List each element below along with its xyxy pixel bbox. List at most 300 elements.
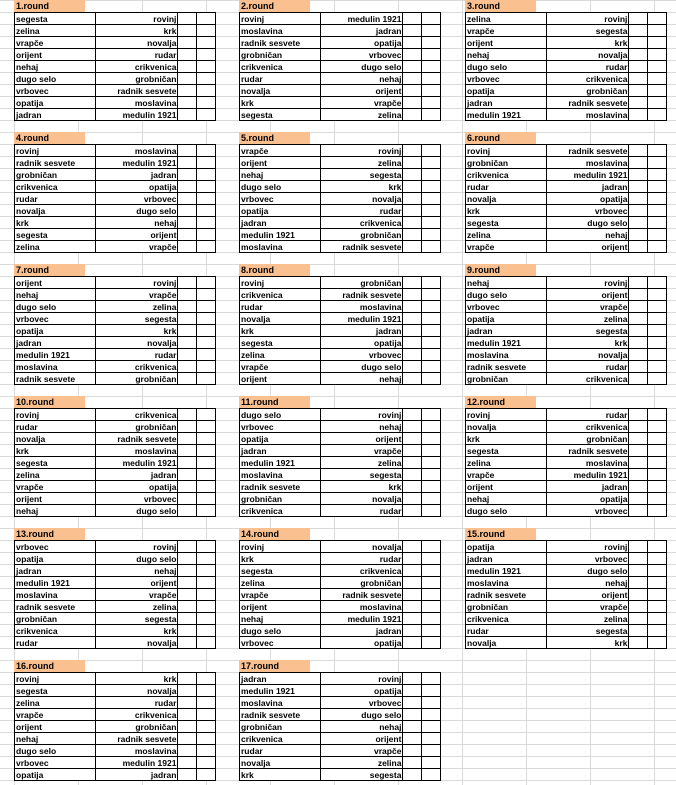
home-score-cell[interactable]	[178, 145, 197, 157]
away-score-cell[interactable]	[648, 541, 667, 553]
away-team-cell[interactable]: grobničan	[95, 421, 178, 433]
away-score-cell[interactable]	[422, 217, 441, 229]
away-team-cell[interactable]: vrapče	[95, 241, 178, 253]
home-score-cell[interactable]	[629, 565, 648, 577]
home-team-cell[interactable]: zelina	[15, 469, 96, 481]
away-score-cell[interactable]	[197, 469, 216, 481]
round-title-cell[interactable]: 3.round	[465, 0, 536, 12]
home-score-cell[interactable]	[629, 493, 648, 505]
home-team-cell[interactable]: zelina	[15, 697, 96, 709]
away-team-cell[interactable]: orijent	[320, 733, 403, 745]
away-team-cell[interactable]: novalja	[320, 493, 403, 505]
home-score-cell[interactable]	[178, 301, 197, 313]
away-team-cell[interactable]: krk	[320, 181, 403, 193]
round-title-cell[interactable]: 8.round	[239, 264, 310, 276]
home-score-cell[interactable]	[629, 625, 648, 637]
home-score-cell[interactable]	[403, 169, 422, 181]
away-team-cell[interactable]: rudar	[95, 697, 178, 709]
round-title-cell[interactable]: 16.round	[14, 660, 85, 672]
home-team-cell[interactable]: medulin 1921	[466, 565, 547, 577]
home-team-cell[interactable]: novalja	[240, 85, 321, 97]
home-team-cell[interactable]: opatija	[466, 541, 547, 553]
away-team-cell[interactable]: nehaj	[546, 577, 629, 589]
away-score-cell[interactable]	[197, 709, 216, 721]
away-score-cell[interactable]	[422, 469, 441, 481]
home-team-cell[interactable]: krk	[240, 553, 321, 565]
home-team-cell[interactable]: grobničan	[466, 601, 547, 613]
home-team-cell[interactable]: radnik sesvete	[240, 709, 321, 721]
away-score-cell[interactable]	[197, 169, 216, 181]
home-score-cell[interactable]	[178, 625, 197, 637]
away-score-cell[interactable]	[648, 553, 667, 565]
away-score-cell[interactable]	[648, 469, 667, 481]
home-score-cell[interactable]	[403, 469, 422, 481]
home-team-cell[interactable]: novalja	[240, 313, 321, 325]
away-score-cell[interactable]	[422, 205, 441, 217]
home-team-cell[interactable]: segesta	[15, 457, 96, 469]
home-score-cell[interactable]	[629, 109, 648, 121]
home-score-cell[interactable]	[403, 709, 422, 721]
away-team-cell[interactable]: vrapče	[95, 289, 178, 301]
away-team-cell[interactable]: dugo selo	[95, 553, 178, 565]
away-score-cell[interactable]	[648, 481, 667, 493]
away-team-cell[interactable]: vrbovec	[546, 205, 629, 217]
home-score-cell[interactable]	[178, 373, 197, 385]
away-score-cell[interactable]	[422, 721, 441, 733]
away-score-cell[interactable]	[422, 157, 441, 169]
home-team-cell[interactable]: medulin 1921	[240, 685, 321, 697]
home-team-cell[interactable]: dugo selo	[466, 61, 547, 73]
home-score-cell[interactable]	[629, 481, 648, 493]
away-score-cell[interactable]	[197, 85, 216, 97]
away-team-cell[interactable]: radnik sesvete	[546, 145, 629, 157]
home-team-cell[interactable]: crikvenica	[15, 181, 96, 193]
home-team-cell[interactable]: grobničan	[466, 373, 547, 385]
home-team-cell[interactable]: moslavina	[240, 25, 321, 37]
home-team-cell[interactable]: radnik sesvete	[15, 601, 96, 613]
home-team-cell[interactable]: vrapče	[15, 709, 96, 721]
home-team-cell[interactable]: radnik sesvete	[466, 361, 547, 373]
away-score-cell[interactable]	[422, 349, 441, 361]
away-score-cell[interactable]	[197, 601, 216, 613]
home-score-cell[interactable]	[178, 289, 197, 301]
home-score-cell[interactable]	[178, 97, 197, 109]
home-team-cell[interactable]: novalja	[15, 205, 96, 217]
home-score-cell[interactable]	[178, 13, 197, 25]
home-score-cell[interactable]	[629, 97, 648, 109]
away-score-cell[interactable]	[648, 637, 667, 649]
home-score-cell[interactable]	[178, 601, 197, 613]
home-score-cell[interactable]	[403, 745, 422, 757]
home-team-cell[interactable]: radnik sesvete	[15, 373, 96, 385]
home-team-cell[interactable]: grobničan	[15, 169, 96, 181]
home-score-cell[interactable]	[403, 109, 422, 121]
away-team-cell[interactable]: crikvenica	[95, 409, 178, 421]
away-score-cell[interactable]	[422, 409, 441, 421]
home-score-cell[interactable]	[178, 697, 197, 709]
away-score-cell[interactable]	[422, 553, 441, 565]
home-team-cell[interactable]: vrbovec	[466, 73, 547, 85]
away-score-cell[interactable]	[648, 181, 667, 193]
home-team-cell[interactable]: vrapče	[240, 589, 321, 601]
away-score-cell[interactable]	[422, 289, 441, 301]
home-score-cell[interactable]	[629, 325, 648, 337]
away-score-cell[interactable]	[197, 109, 216, 121]
home-team-cell[interactable]: rudar	[15, 193, 96, 205]
home-score-cell[interactable]	[403, 217, 422, 229]
away-score-cell[interactable]	[197, 301, 216, 313]
home-team-cell[interactable]: rudar	[240, 745, 321, 757]
home-score-cell[interactable]	[403, 229, 422, 241]
home-score-cell[interactable]	[629, 469, 648, 481]
away-team-cell[interactable]: crikvenica	[546, 373, 629, 385]
away-team-cell[interactable]: segesta	[95, 313, 178, 325]
home-team-cell[interactable]: orijent	[15, 721, 96, 733]
away-team-cell[interactable]: radnik sesvete	[546, 97, 629, 109]
home-team-cell[interactable]: nehaj	[15, 289, 96, 301]
home-score-cell[interactable]	[178, 673, 197, 685]
away-team-cell[interactable]: rovinj	[546, 541, 629, 553]
away-team-cell[interactable]: novalja	[95, 685, 178, 697]
home-team-cell[interactable]: opatija	[240, 433, 321, 445]
away-score-cell[interactable]	[197, 61, 216, 73]
away-team-cell[interactable]: grobničan	[546, 433, 629, 445]
away-score-cell[interactable]	[197, 733, 216, 745]
home-score-cell[interactable]	[629, 409, 648, 421]
away-score-cell[interactable]	[197, 673, 216, 685]
away-score-cell[interactable]	[422, 601, 441, 613]
home-score-cell[interactable]	[178, 589, 197, 601]
away-team-cell[interactable]: segesta	[320, 469, 403, 481]
home-score-cell[interactable]	[629, 361, 648, 373]
home-team-cell[interactable]: vrbovec	[240, 421, 321, 433]
home-team-cell[interactable]: dugo selo	[15, 745, 96, 757]
away-score-cell[interactable]	[197, 421, 216, 433]
away-score-cell[interactable]	[648, 205, 667, 217]
away-score-cell[interactable]	[648, 445, 667, 457]
home-team-cell[interactable]: segesta	[15, 229, 96, 241]
away-team-cell[interactable]: opatija	[95, 181, 178, 193]
round-title-cell[interactable]: 1.round	[14, 0, 85, 12]
away-score-cell[interactable]	[197, 313, 216, 325]
away-team-cell[interactable]: rovinj	[95, 541, 178, 553]
home-score-cell[interactable]	[403, 541, 422, 553]
home-score-cell[interactable]	[178, 685, 197, 697]
home-score-cell[interactable]	[403, 37, 422, 49]
away-score-cell[interactable]	[197, 361, 216, 373]
away-team-cell[interactable]: medulin 1921	[95, 757, 178, 769]
away-team-cell[interactable]: jadran	[320, 25, 403, 37]
away-team-cell[interactable]: krk	[546, 337, 629, 349]
away-team-cell[interactable]: dugo selo	[320, 709, 403, 721]
away-team-cell[interactable]: moslavina	[320, 301, 403, 313]
home-team-cell[interactable]: rovinj	[15, 409, 96, 421]
home-score-cell[interactable]	[403, 73, 422, 85]
away-score-cell[interactable]	[197, 25, 216, 37]
away-team-cell[interactable]: orijent	[320, 433, 403, 445]
away-score-cell[interactable]	[422, 493, 441, 505]
away-score-cell[interactable]	[197, 745, 216, 757]
home-team-cell[interactable]: dugo selo	[466, 505, 547, 517]
away-score-cell[interactable]	[197, 565, 216, 577]
home-team-cell[interactable]: krk	[240, 769, 321, 781]
away-score-cell[interactable]	[422, 613, 441, 625]
home-team-cell[interactable]: orijent	[15, 493, 96, 505]
home-score-cell[interactable]	[403, 97, 422, 109]
home-team-cell[interactable]: dugo selo	[466, 289, 547, 301]
home-score-cell[interactable]	[629, 157, 648, 169]
away-score-cell[interactable]	[197, 493, 216, 505]
away-team-cell[interactable]: vrbovec	[320, 49, 403, 61]
home-team-cell[interactable]: crikvenica	[15, 625, 96, 637]
away-team-cell[interactable]: rudar	[320, 553, 403, 565]
away-team-cell[interactable]: dugo selo	[95, 505, 178, 517]
away-score-cell[interactable]	[648, 169, 667, 181]
home-team-cell[interactable]: rovinj	[466, 145, 547, 157]
away-score-cell[interactable]	[197, 349, 216, 361]
home-team-cell[interactable]: nehaj	[466, 49, 547, 61]
away-team-cell[interactable]: radnik sesvete	[95, 85, 178, 97]
home-team-cell[interactable]: vrapče	[466, 469, 547, 481]
home-score-cell[interactable]	[403, 205, 422, 217]
away-score-cell[interactable]	[197, 409, 216, 421]
home-score-cell[interactable]	[629, 229, 648, 241]
away-team-cell[interactable]: nehaj	[95, 217, 178, 229]
away-team-cell[interactable]: vrbovec	[320, 697, 403, 709]
away-score-cell[interactable]	[197, 577, 216, 589]
away-score-cell[interactable]	[648, 25, 667, 37]
away-team-cell[interactable]: opatija	[546, 193, 629, 205]
home-score-cell[interactable]	[403, 733, 422, 745]
away-team-cell[interactable]: moslavina	[95, 745, 178, 757]
home-score-cell[interactable]	[629, 505, 648, 517]
away-team-cell[interactable]: krk	[95, 25, 178, 37]
away-team-cell[interactable]: radnik sesvete	[546, 445, 629, 457]
home-score-cell[interactable]	[403, 373, 422, 385]
away-score-cell[interactable]	[648, 145, 667, 157]
away-score-cell[interactable]	[422, 49, 441, 61]
away-score-cell[interactable]	[648, 97, 667, 109]
home-team-cell[interactable]: jadran	[15, 109, 96, 121]
home-score-cell[interactable]	[629, 241, 648, 253]
away-score-cell[interactable]	[197, 697, 216, 709]
home-team-cell[interactable]: vrapče	[240, 361, 321, 373]
away-score-cell[interactable]	[648, 361, 667, 373]
away-score-cell[interactable]	[422, 577, 441, 589]
home-score-cell[interactable]	[178, 61, 197, 73]
away-score-cell[interactable]	[197, 721, 216, 733]
home-score-cell[interactable]	[629, 601, 648, 613]
home-team-cell[interactable]: opatija	[15, 325, 96, 337]
away-team-cell[interactable]: segesta	[95, 613, 178, 625]
home-score-cell[interactable]	[178, 349, 197, 361]
home-score-cell[interactable]	[629, 457, 648, 469]
round-title-cell[interactable]: 5.round	[239, 132, 310, 144]
away-team-cell[interactable]: zelina	[320, 457, 403, 469]
home-team-cell[interactable]: nehaj	[240, 613, 321, 625]
home-score-cell[interactable]	[403, 85, 422, 97]
away-team-cell[interactable]: rovinj	[95, 13, 178, 25]
home-team-cell[interactable]: jadran	[466, 97, 547, 109]
home-score-cell[interactable]	[403, 361, 422, 373]
home-score-cell[interactable]	[629, 313, 648, 325]
home-team-cell[interactable]: nehaj	[15, 733, 96, 745]
away-team-cell[interactable]: medulin 1921	[320, 613, 403, 625]
away-score-cell[interactable]	[648, 577, 667, 589]
home-team-cell[interactable]: orijent	[240, 373, 321, 385]
home-score-cell[interactable]	[403, 145, 422, 157]
home-team-cell[interactable]: nehaj	[240, 169, 321, 181]
away-team-cell[interactable]: novalja	[546, 49, 629, 61]
home-score-cell[interactable]	[629, 277, 648, 289]
away-score-cell[interactable]	[648, 613, 667, 625]
home-score-cell[interactable]	[178, 361, 197, 373]
round-title-cell[interactable]: 13.round	[14, 528, 85, 540]
away-team-cell[interactable]: krk	[95, 673, 178, 685]
away-score-cell[interactable]	[197, 589, 216, 601]
away-team-cell[interactable]: vrbovec	[320, 349, 403, 361]
home-score-cell[interactable]	[403, 505, 422, 517]
away-team-cell[interactable]: vrapče	[546, 301, 629, 313]
away-team-cell[interactable]: radnik sesvete	[320, 289, 403, 301]
home-score-cell[interactable]	[403, 673, 422, 685]
away-team-cell[interactable]: moslavina	[95, 97, 178, 109]
home-team-cell[interactable]: dugo selo	[15, 301, 96, 313]
home-team-cell[interactable]: moslavina	[466, 349, 547, 361]
home-team-cell[interactable]: zelina	[240, 577, 321, 589]
away-team-cell[interactable]: vrbovec	[546, 553, 629, 565]
home-score-cell[interactable]	[178, 757, 197, 769]
away-score-cell[interactable]	[422, 61, 441, 73]
away-score-cell[interactable]	[422, 481, 441, 493]
away-score-cell[interactable]	[422, 229, 441, 241]
home-score-cell[interactable]	[403, 721, 422, 733]
home-score-cell[interactable]	[403, 49, 422, 61]
away-team-cell[interactable]: dugo selo	[320, 361, 403, 373]
away-score-cell[interactable]	[648, 373, 667, 385]
home-team-cell[interactable]: segesta	[15, 685, 96, 697]
home-team-cell[interactable]: vrbovec	[466, 301, 547, 313]
home-team-cell[interactable]: zelina	[466, 457, 547, 469]
home-team-cell[interactable]: jadran	[15, 337, 96, 349]
away-team-cell[interactable]: moslavina	[320, 601, 403, 613]
away-score-cell[interactable]	[648, 313, 667, 325]
home-team-cell[interactable]: orijent	[466, 37, 547, 49]
away-team-cell[interactable]: opatija	[320, 337, 403, 349]
home-team-cell[interactable]: vrbovec	[15, 757, 96, 769]
away-score-cell[interactable]	[197, 553, 216, 565]
away-score-cell[interactable]	[422, 709, 441, 721]
home-score-cell[interactable]	[403, 313, 422, 325]
away-team-cell[interactable]: moslavina	[546, 457, 629, 469]
home-team-cell[interactable]: jadran	[240, 445, 321, 457]
away-team-cell[interactable]: jadran	[320, 625, 403, 637]
away-score-cell[interactable]	[197, 505, 216, 517]
home-team-cell[interactable]: medulin 1921	[15, 577, 96, 589]
away-team-cell[interactable]: grobničan	[95, 721, 178, 733]
home-team-cell[interactable]: zelina	[240, 349, 321, 361]
away-score-cell[interactable]	[648, 337, 667, 349]
away-team-cell[interactable]: opatija	[320, 685, 403, 697]
away-team-cell[interactable]: novalja	[546, 349, 629, 361]
away-team-cell[interactable]: vrapče	[320, 745, 403, 757]
home-team-cell[interactable]: nehaj	[15, 505, 96, 517]
away-score-cell[interactable]	[422, 241, 441, 253]
home-score-cell[interactable]	[178, 637, 197, 649]
away-score-cell[interactable]	[648, 433, 667, 445]
away-team-cell[interactable]: zelina	[95, 301, 178, 313]
away-team-cell[interactable]: rudar	[95, 49, 178, 61]
home-team-cell[interactable]: medulin 1921	[466, 109, 547, 121]
away-score-cell[interactable]	[197, 457, 216, 469]
away-score-cell[interactable]	[422, 181, 441, 193]
away-team-cell[interactable]: dugo selo	[320, 61, 403, 73]
round-title-cell[interactable]: 6.round	[465, 132, 536, 144]
home-team-cell[interactable]: jadran	[240, 673, 321, 685]
home-score-cell[interactable]	[629, 193, 648, 205]
away-team-cell[interactable]: grobničan	[95, 73, 178, 85]
away-team-cell[interactable]: novalja	[320, 541, 403, 553]
away-score-cell[interactable]	[422, 97, 441, 109]
away-team-cell[interactable]: opatija	[95, 481, 178, 493]
home-team-cell[interactable]: jadran	[240, 217, 321, 229]
home-score-cell[interactable]	[629, 73, 648, 85]
away-team-cell[interactable]: segesta	[546, 25, 629, 37]
home-score-cell[interactable]	[178, 541, 197, 553]
away-score-cell[interactable]	[422, 625, 441, 637]
away-team-cell[interactable]: rudar	[320, 205, 403, 217]
away-score-cell[interactable]	[422, 193, 441, 205]
home-score-cell[interactable]	[629, 445, 648, 457]
away-team-cell[interactable]: novalja	[95, 37, 178, 49]
home-team-cell[interactable]: opatija	[15, 97, 96, 109]
home-team-cell[interactable]: vrapče	[466, 241, 547, 253]
home-score-cell[interactable]	[403, 757, 422, 769]
away-team-cell[interactable]: jadran	[95, 769, 178, 781]
away-team-cell[interactable]: crikvenica	[320, 217, 403, 229]
home-score-cell[interactable]	[403, 697, 422, 709]
away-team-cell[interactable]: zelina	[546, 313, 629, 325]
home-score-cell[interactable]	[403, 325, 422, 337]
home-team-cell[interactable]: crikvenica	[240, 733, 321, 745]
away-score-cell[interactable]	[422, 337, 441, 349]
home-score-cell[interactable]	[629, 25, 648, 37]
home-team-cell[interactable]: opatija	[15, 553, 96, 565]
home-team-cell[interactable]: nehaj	[15, 61, 96, 73]
home-team-cell[interactable]: vrbovec	[15, 313, 96, 325]
away-team-cell[interactable]: grobničan	[320, 577, 403, 589]
away-team-cell[interactable]: zelina	[95, 601, 178, 613]
home-team-cell[interactable]: grobničan	[15, 613, 96, 625]
away-score-cell[interactable]	[197, 193, 216, 205]
away-team-cell[interactable]: jadran	[320, 325, 403, 337]
away-team-cell[interactable]: rovinj	[320, 673, 403, 685]
home-score-cell[interactable]	[629, 577, 648, 589]
away-score-cell[interactable]	[422, 541, 441, 553]
home-team-cell[interactable]: rudar	[466, 181, 547, 193]
away-team-cell[interactable]: medulin 1921	[95, 109, 178, 121]
home-score-cell[interactable]	[629, 589, 648, 601]
home-score-cell[interactable]	[403, 13, 422, 25]
home-team-cell[interactable]: medulin 1921	[15, 349, 96, 361]
home-score-cell[interactable]	[403, 181, 422, 193]
away-score-cell[interactable]	[422, 433, 441, 445]
home-team-cell[interactable]: rovinj	[240, 13, 321, 25]
away-team-cell[interactable]: jadran	[95, 169, 178, 181]
home-team-cell[interactable]: rudar	[15, 637, 96, 649]
home-team-cell[interactable]: opatija	[15, 769, 96, 781]
away-team-cell[interactable]: radnik sesvete	[320, 241, 403, 253]
